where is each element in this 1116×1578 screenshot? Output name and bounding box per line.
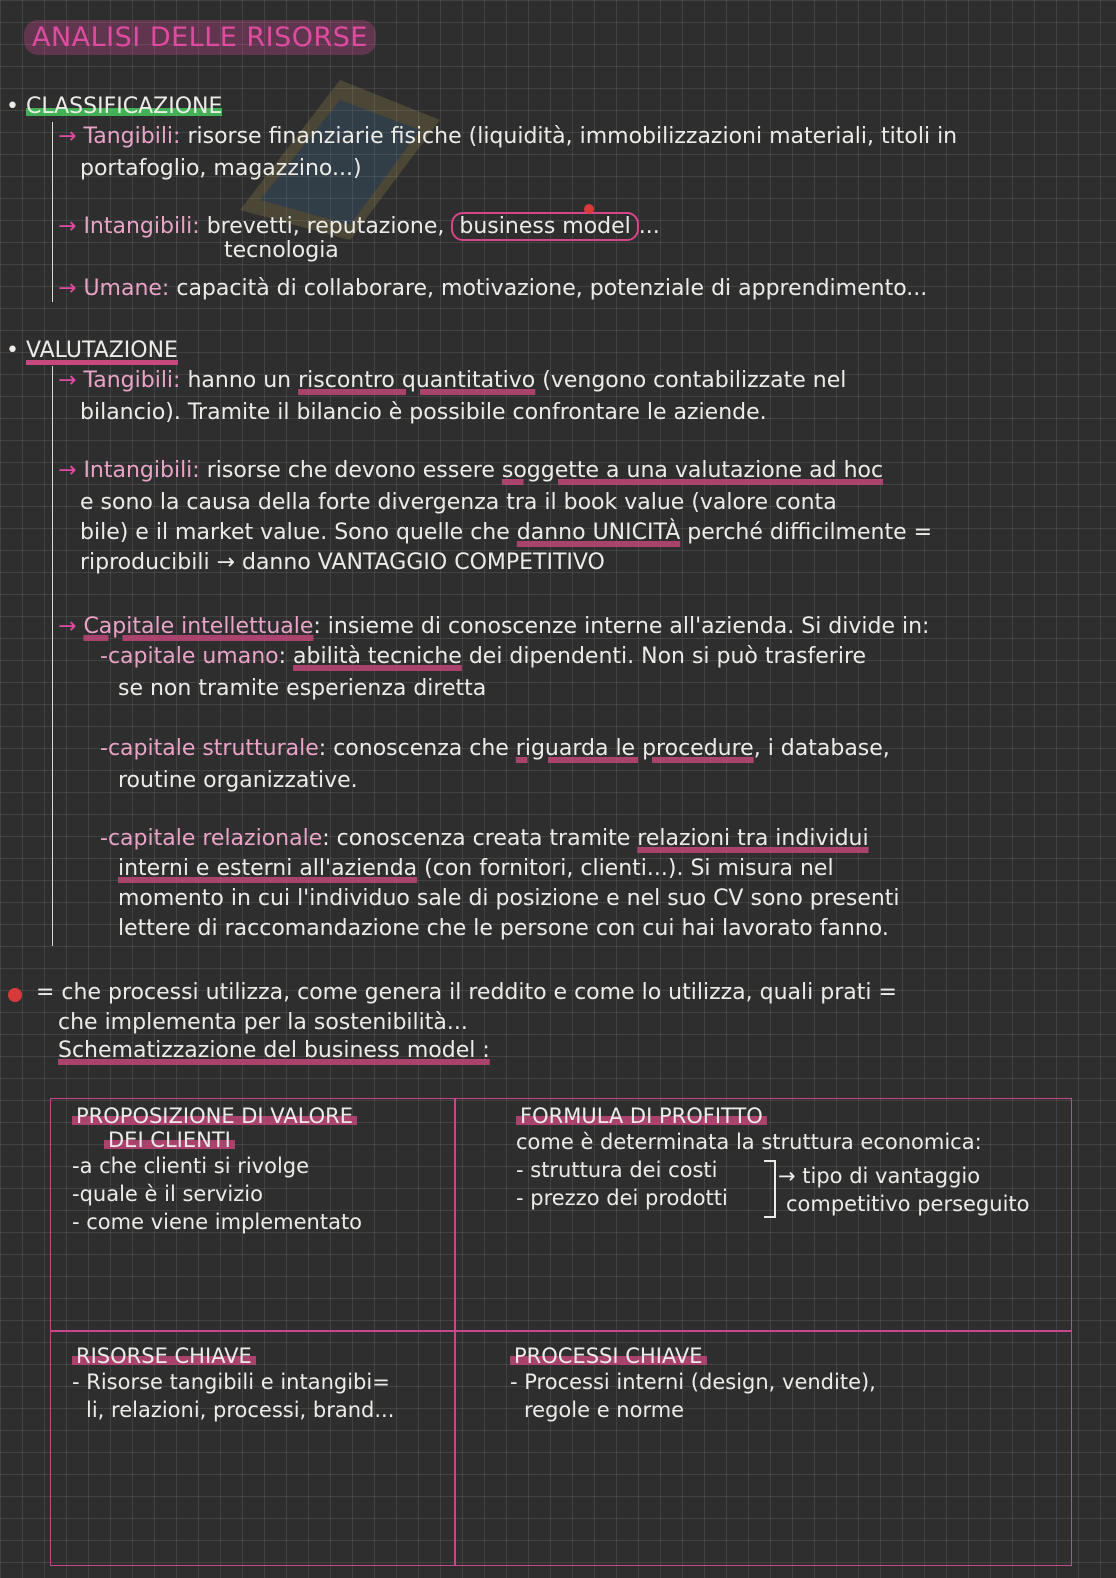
section-divider-line [52,122,53,302]
capitale-relazionale-line3: momento in cui l'individuo sale di posizione e nel suo CV sono presenti [118,886,900,911]
capitale-relazionale: -capitale relazionale: conoscenza creata tramite relazioni tra individui [100,826,869,851]
valutazione-intangibili-line2: e sono la causa della forte divergenza tra il book value (valore conta [80,490,837,515]
bracket-text-1: → tipo di vantaggio [778,1164,981,1188]
valutazione-intangibili-line4: riproducibili → danno VANTAGGIO COMPETITIVO [80,550,605,575]
capitale-intellettuale: → Capitale intellettuale: insieme di conoscenze interne all'azienda. Si divide in: [58,614,930,639]
footnote-line3: Schematizzazione del business model : [58,1038,490,1063]
cell-formula-profitto: FORMULA DI PROFITTO come è determinata la struttura economica: - struttura dei costi - prezzo dei prodotti [516,1104,982,1210]
valutazione-intangibili: → Intangibili: risorse che devono essere soggette a una valutazione ad hoc [58,458,884,483]
grid-divider-vertical [454,1098,456,1566]
classificazione-heading: • CLASSIFICAZIONE [6,94,223,119]
section-divider-line [52,366,53,946]
capitale-umano: -capitale umano: abilità tecniche dei dipendenti. Non si può trasferire [100,644,867,669]
bracket-icon [764,1160,776,1218]
capitale-strutturale: -capitale strutturale: conoscenza che riguarda le procedure, i database, [100,736,890,761]
capitale-relazionale-line4: lettere di raccomandazione che le persone con cui hai lavorato fanno. [118,916,889,941]
cell-proposizione-valore: PROPOSIZIONE DI VALORE DEI CLIENTI -a che clienti si rivolge -quale è il servizio - come viene implementato [72,1104,363,1234]
valutazione-tangibili-line2: bilancio). Tramite il bilancio è possibile confrontare le aziende. [80,400,767,425]
classificazione-umane: → Umane: capacità di collaborare, motivazione, potenziale di apprendimento... [58,276,928,301]
capitale-umano-line2: se non tramite esperienza diretta [118,676,487,701]
valutazione-tangibili: → Tangibili: hanno un riscontro quantitativo (vengono contabilizzate nel [58,368,847,393]
footnote-line2: che implementa per la sostenibilità... [58,1010,468,1035]
classificazione-intangibili-line2: tecnologia [224,238,339,263]
classificazione-tangibili-line2: portafoglio, magazzino...) [80,156,362,181]
classificazione-intangibili: → Intangibili: brevetti, reputazione, business model ... [58,214,660,239]
bracket-text-2: competitivo perseguito [786,1192,1030,1216]
capitale-relazionale-line2: interni e esterni all'azienda (con fornitori, clienti...). Si misura nel [118,856,834,881]
cell-processi-chiave: PROCESSI CHIAVE - Processi interni (design, vendite), regole e norme [510,1344,876,1422]
business-model-circled: business model [451,212,638,241]
red-marker-icon [8,984,22,1003]
valutazione-heading: • VALUTAZIONE [6,338,178,363]
page-title: ANALISI DELLE RISORSE [24,22,376,53]
footnote-line1: = che processi utilizza, come genera il reddito e come lo utilizza, quali prati = [36,980,897,1005]
classificazione-tangibili: → Tangibili: risorse finanziarie fisiche (liquidità, immobilizzazioni materiali, titoli in [58,124,958,149]
cell-risorse-chiave: RISORSE CHIAVE - Risorse tangibili e intangibi= li, relazioni, processi, brand... [72,1344,395,1422]
red-marker-icon [584,198,594,217]
grid-divider-horizontal [50,1330,1072,1332]
valutazione-intangibili-line3: bile) e il market value. Sono quelle che danno UNICITÀ perché difficilmente = [80,520,933,545]
capitale-strutturale-line2: routine organizzative. [118,768,358,793]
